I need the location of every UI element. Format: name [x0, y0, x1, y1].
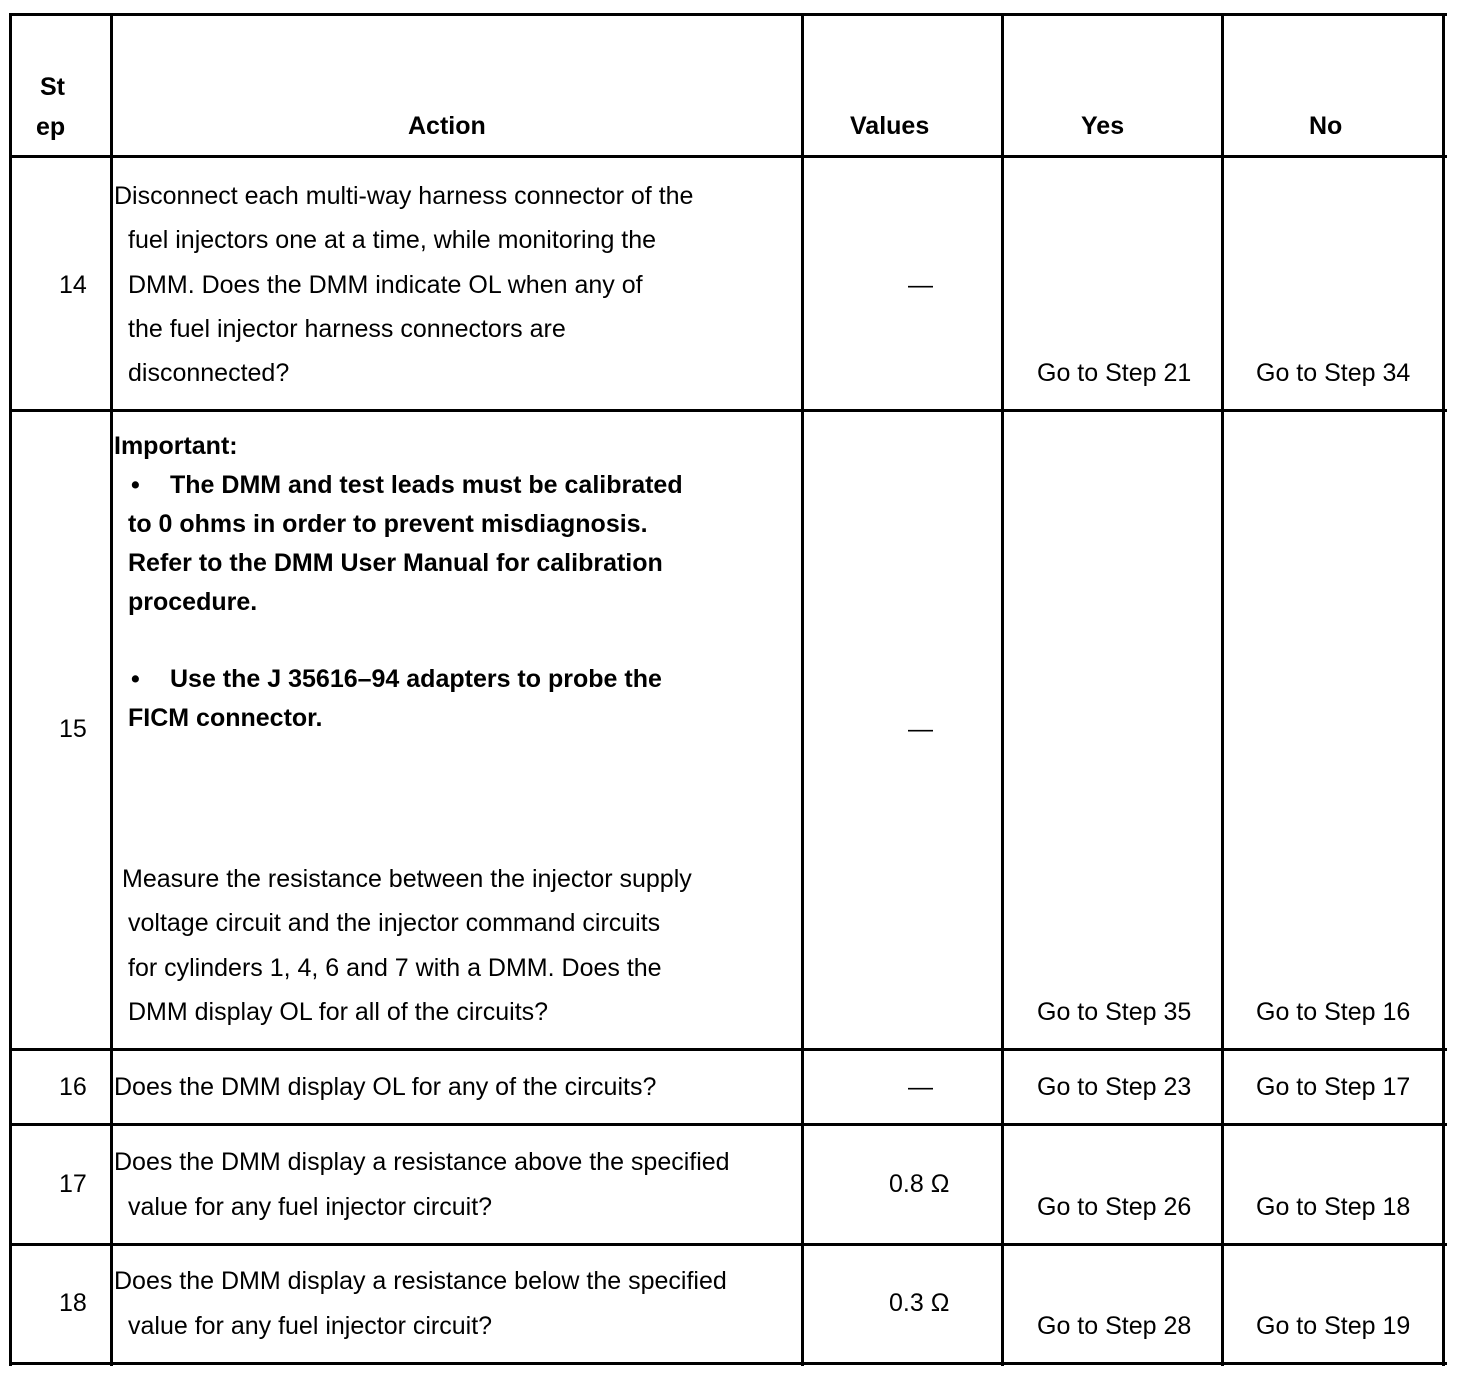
row-divider	[9, 155, 1447, 158]
no-cell: Go to Step 19	[1256, 1312, 1411, 1340]
yes-cell: Go to Step 26	[1037, 1193, 1192, 1221]
action-text: disconnected?	[128, 359, 290, 387]
table-border-top	[9, 13, 1447, 16]
row-divider	[9, 409, 1447, 412]
header-yes: Yes	[1081, 112, 1125, 140]
action-text: for cylinders 1, 4, 6 and 7 with a DMM. Does the	[128, 954, 662, 982]
column-divider	[1001, 13, 1004, 1366]
value-cell: 0.3 Ω	[889, 1289, 950, 1317]
action-text: Does the DMM display OL for any of the circuits?	[114, 1073, 657, 1101]
header-action: Action	[408, 112, 486, 140]
step-number: 18	[59, 1289, 87, 1317]
important-text: Refer to the DMM User Manual for calibration	[128, 549, 663, 577]
action-text: DMM display OL for all of the circuits?	[128, 998, 549, 1026]
table-border-bottom	[9, 1362, 1447, 1365]
important-text: procedure.	[128, 588, 258, 616]
action-text: value for any fuel injector circuit?	[128, 1312, 493, 1340]
important-text: to 0 ohms in order to prevent misdiagnosis.	[128, 510, 648, 538]
step-number: 17	[59, 1170, 87, 1198]
header-no: No	[1309, 112, 1343, 140]
important-label: Important:	[114, 432, 238, 460]
row-divider	[9, 1048, 1447, 1051]
yes-cell: Go to Step 23	[1037, 1073, 1192, 1101]
yes-cell: Go to Step 35	[1037, 998, 1192, 1026]
bullet-icon: •	[131, 471, 140, 499]
action-text: value for any fuel injector circuit?	[128, 1193, 493, 1221]
header-step-line1: St	[40, 73, 65, 101]
action-text: DMM. Does the DMM indicate OL when any of	[128, 271, 643, 299]
no-cell: Go to Step 16	[1256, 998, 1411, 1026]
header-step-line2: ep	[36, 113, 66, 141]
no-cell: Go to Step 34	[1256, 359, 1411, 387]
action-text: the fuel injector harness connectors are	[128, 315, 566, 343]
action-text: fuel injectors one at a time, while monitoring the	[128, 226, 657, 254]
value-cell: —	[908, 271, 933, 299]
action-text: Disconnect each multi-way harness connector of the	[114, 182, 694, 210]
column-divider	[801, 13, 804, 1366]
yes-cell: Go to Step 21	[1037, 359, 1192, 387]
header-values: Values	[850, 112, 930, 140]
column-divider	[1221, 13, 1224, 1366]
important-text: The DMM and test leads must be calibrated	[170, 471, 683, 499]
action-text: Measure the resistance between the injector supply	[122, 865, 692, 893]
value-cell: —	[908, 715, 933, 743]
step-number: 14	[59, 271, 87, 299]
action-text: Does the DMM display a resistance below the specified	[114, 1267, 727, 1295]
no-cell: Go to Step 17	[1256, 1073, 1411, 1101]
important-text: FICM connector.	[128, 704, 323, 732]
diagnostic-table	[9, 13, 1447, 1366]
action-text: voltage circuit and the injector command circuits	[128, 909, 661, 937]
row-divider	[9, 1243, 1447, 1246]
action-text: Does the DMM display a resistance above the specified	[114, 1148, 730, 1176]
step-number: 15	[59, 715, 87, 743]
yes-cell: Go to Step 28	[1037, 1312, 1192, 1340]
step-number: 16	[59, 1073, 87, 1101]
important-text: Use the J 35616–94 adapters to probe the	[170, 665, 662, 693]
value-cell: —	[908, 1073, 933, 1101]
column-divider	[110, 13, 113, 1366]
table-border-left	[9, 13, 12, 1366]
row-divider	[9, 1123, 1447, 1126]
value-cell: 0.8 Ω	[889, 1170, 950, 1198]
table-border-right	[1442, 13, 1445, 1366]
bullet-icon: •	[131, 665, 140, 693]
no-cell: Go to Step 18	[1256, 1193, 1411, 1221]
